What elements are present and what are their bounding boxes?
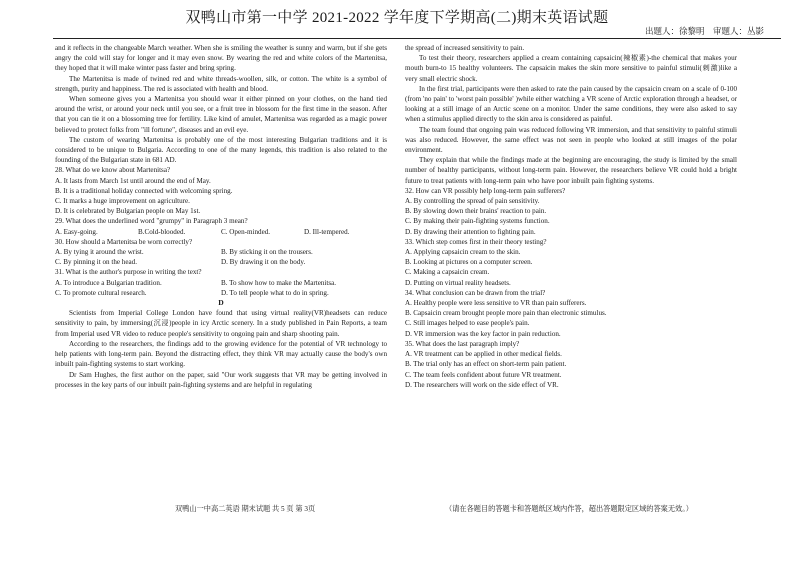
passage-d-paragraph: Dr Sam Hughes, the first author on the paper, said "Our work suggests that VR may be getting involved in processes in the key parts of our inbuilt pain-fighting systems and are helpful in regulating [55,370,387,389]
passage-d-paragraph: According to the researchers, the findings add to the growing evidence for the potential of VR technology to help patients with long-term pain. Beyond the distracting effect, they think VR may actually cause the body's own inbuilt pain-fighting systems to start working. [55,339,387,369]
option: B. It is a traditional holiday connected with welcoming spring. [55,186,233,195]
option: C. By pinning it on the head. [55,258,137,267]
passage-d-paragraph: They explain that while the findings made at the beginning are encouraging, the study is limited by the small number of healthy participants, without long-term pain. However, the researchers believe VR could hold a bright future to treat patients with long-term pain who have poor inbuilt pain fighting systems. [405,156,737,185]
option: A. Easy-going. [55,227,98,236]
option: D. By drawing their attention to fighting pain. [405,227,536,236]
option: C. The team feels confident about future VR treatment. [405,370,562,379]
question-31: 31. What is the author's purpose in writing the text? [55,268,202,277]
option: C. Open-minded. [221,227,271,236]
option: B. Capsaicin cream brought people more pain than electronic stimulus. [405,309,607,318]
option: B. By sticking it on the trousers. [221,248,313,257]
answer-instruction: （请在各题目的答题卡和答题纸区域内作答，超出答题限定区域的答案无效。） [445,505,693,513]
question-34: 34. What conclusion can be drawn from the trial? [405,288,546,297]
exam-title: 双鸭山市第一中学 2021-2022 学年度下学期高(二)期末英语试题 [185,10,609,26]
passage-d-paragraph: To test their theory, researchers applied a cream containing capsaicin(辣椒素)-the chemical that makes your mouth burn-to 15 healthy volunteers. The capsaicin makes the skin more sensitive to painful stimuli(刺激)like a very small electric shock. [405,54,737,83]
options-row [55,278,387,288]
option: A. By controlling the spread of pain sensitivity. [405,197,540,206]
option: D. VR immersion was the key factor in pain reduction. [405,329,561,338]
passage-d-paragraph: In the first trial, participants were then asked to rate the pain caused by the capsaicin cream on a scale of 0-100 (from 'no pain' to 'worst pain possible' )while either watching a VR scene of Arctic exploration through a headset, or looking at a still image of an Arctic scene on a monitor. Under the same conditions, they were also asked to say when a stimulus applied directly to the skin area is considered as painful. [405,84,737,124]
passage-c-paragraph: The Martenitsa is made of twined red and white threads-woollen, silk, or cotton. The white is a symbol of strength, purity and happiness. The red is associated with health and blood. [55,74,387,93]
question-29: 29. What does the underlined word "grumpy" in Paragraph 3 mean? [55,217,248,226]
option: A. By tying it around the wrist. [55,248,144,257]
option: C. To promote cultural research. [55,288,147,297]
option: C. Making a capsaicin cream. [405,268,490,277]
right-column [405,43,737,390]
header-divider [53,38,781,39]
option: A. It lasts from March 1st until around the end of May. [55,176,211,185]
options-row [55,247,387,257]
option: B. The trial only has an effect on short-term pain patient. [405,360,567,369]
option: D. By drawing it on the body. [221,258,306,267]
left-column [55,43,387,390]
option: B. To show how to make the Martenitsa. [221,278,337,287]
option: D. The researchers will work on the side effect of VR. [405,380,559,389]
option: D. Ill-tempered. [304,227,350,236]
option: D. Putting on virtual reality headsets. [405,278,511,287]
question-33: 33. Which step comes first in their theory testing? [405,237,547,246]
options-row [55,288,387,298]
section-heading: D [218,298,224,308]
option: C. Still images helped to ease people's pain. [405,319,530,328]
passage-c-paragraph: and it reflects in the changeable March weather. When she is smiling the weather is sunny and warm, but if she gets angry the cold will stay for longer and it may even snow. By wearing the red and white colors of the Martenitsa, they hoped that it will make winter pass faster and bring spring. [55,44,387,73]
option: B.Cold-blooded. [138,227,186,236]
page-footer: 双鸭山一中高二英语 期末试题 共 5 页 第 3页 [175,505,316,513]
options-row [55,257,387,267]
passage-c-paragraph: When someone gives you a Martenitsa you should wear it either pinned on your clothes, on the hand tied around the wrist, or around your neck until you see, or a fruit tree in blossom for the first time in the season. After that you can tie it on a blossoming tree for fertility. Like kind of amulet, Martenitsa was regarded as a magic power believed to protect folks from "ill fortune", diseases and an evil eye. [55,95,387,134]
passage-d-paragraph: the spread of increased sensitivity to pain. [405,44,525,52]
author-byline: 出题人：徐黎明 审题人：丛影 [644,26,764,36]
option: B. By slowing down their brains' reaction to pain. [405,207,547,216]
option: C. It marks a huge improvement on agriculture. [55,197,190,206]
option: D. To tell people what to do in spring. [221,288,329,297]
question-35: 35. What does the last paragraph imply? [405,339,520,348]
options-row [55,227,387,237]
question-30: 30. How should a Martenitsa be worn correctly? [55,237,193,246]
option: A. Healthy people were less sensitive to VR than pain sufferers. [405,299,587,308]
passage-d-paragraph: Scientists from Imperial College London have found that using virtual reality(VR)headsets can reduce sensitivity to pain, by immersing(沉浸)people in icy Arctic scenery. In a study published in Pain Reports, a team from Imperial used VR video to reduce people's sensitivity to ongoing pain and sharp shooting pain. [55,309,387,338]
question-32: 32. How can VR possibly help long-term pain sufferers? [405,186,566,195]
question-28: 28. What do we know about Martenitsa? [55,166,171,175]
option: A. VR treatment can be applied in other medical fields. [405,350,562,359]
option: C. By making their pain-fighting systems function. [405,217,550,226]
passage-c-paragraph: The custom of wearing Martenitsa is probably one of the most interesting Bulgarian traditions and it is considered to be unique to Bulgaria. According to one of the many legends, this tradition is also related to the founding of the Bulgarian state in 681 AD. [55,135,387,165]
option: D. It is celebrated by Bulgarian people on May 1st. [55,207,201,216]
passage-d-paragraph: The team found that ongoing pain was reduced following VR immersion, and that sensitivity to painful stimuli was also reduced. However, the same effect was not seen in people who looked at still images of the polar environment. [405,125,737,155]
option: A. To introduce a Bulgarian tradition. [55,278,162,287]
option: B. Looking at pictures on a computer screen. [405,258,533,267]
option: A. Applying capsaicin cream to the skin. [405,248,521,257]
